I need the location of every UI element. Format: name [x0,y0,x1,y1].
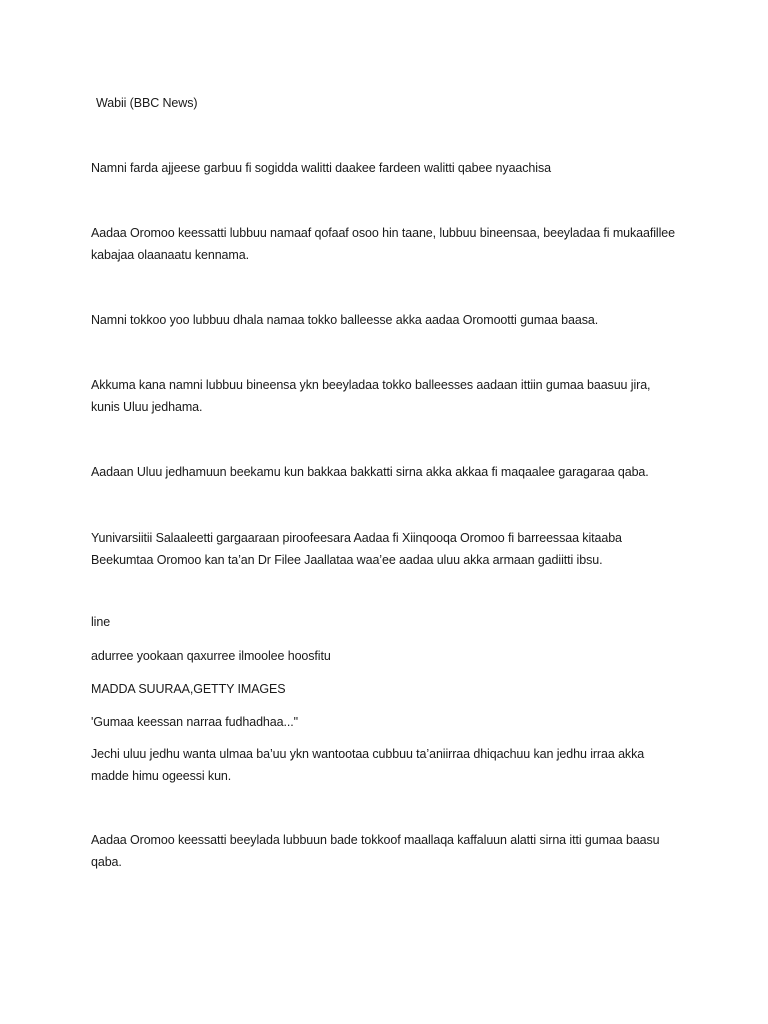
paragraph-5: Aadaan Uluu jedhamuun beekamu kun bakkaa bakkatti sirna akka akkaa fi maqaalee garagaraa qaba. [91,465,649,479]
paragraph-6: Yunivarsiitii Salaaleetti gargaaraan piroofeesara Aadaa fi Xiinqooqa Oromoo fi barreessaa kitaaba Beekumtaa Oromoo kan ta’an Dr Filee Jaallataa waa’ee aadaa uluu akka armaan gadiitti ibsu. [91,531,622,567]
paragraph-1: Namni farda ajjeese garbuu fi sogidda walitti daakee fardeen walitti qabee nyaachisa [91,161,551,175]
image-credit: MADDA SUURAA,GETTY IMAGES [91,682,286,696]
line-label: line [91,615,111,629]
paragraph-3: Namni tokkoo yoo lubbuu dhala namaa tokko balleesse akka aadaa Oromootti gumaa baasa. [91,313,599,327]
image-caption: adurree yookaan qaxurree ilmoolee hoosfitu [91,649,331,663]
paragraph-4: Akkuma kana namni lubbuu bineensa ykn beeyladaa tokko balleesses aadaan ittiin gumaa baasuu jira, kunis Uluu jedhama. [91,378,651,414]
subheading-quote: 'Gumaa keessan narraa fudhadhaa..." [91,715,298,729]
paragraph-7: Jechi uluu jedhu wanta ulmaa ba’uu ykn wantootaa cubbuu ta’aniirraa dhiqachuu kan jedhu irraa akka madde himu ogeessi kun. [91,747,645,783]
paragraph-2: Aadaa Oromoo keessatti lubbuu namaaf qofaaf osoo hin taane, lubbuu bineensaa, beeyladaa fi mukaafillee kabajaa olaanaatu kennama. [91,226,675,262]
source-line: Wabii (BBC News) [96,96,198,110]
paragraph-8: Aadaa Oromoo keessatti beeylada lubbuun bade tokkoof maallaqa kaffaluun alatti sirna itti gumaa baasu qaba. [91,833,660,869]
